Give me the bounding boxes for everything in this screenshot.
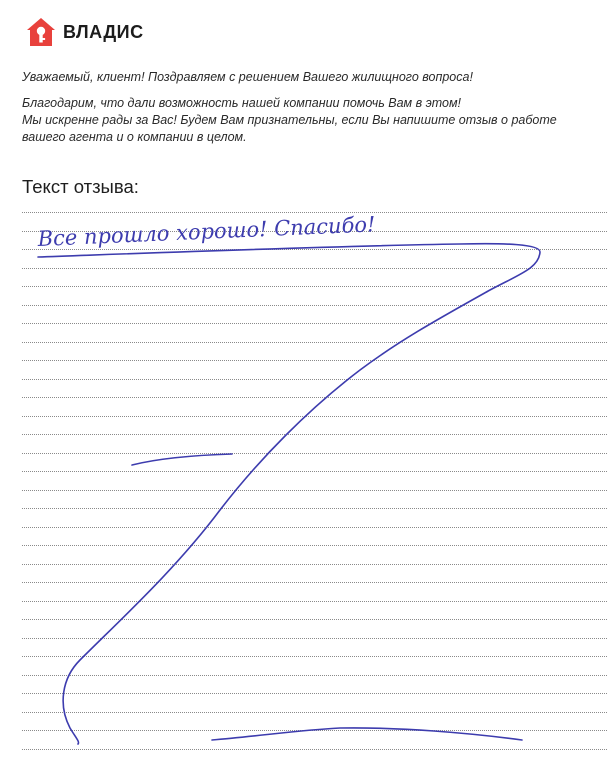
writing-line (22, 471, 607, 472)
writing-line (22, 619, 607, 620)
writing-line (22, 601, 607, 602)
intro-line-3: вашего агента и о компании в целом. (22, 130, 247, 144)
writing-line (22, 656, 607, 657)
brand-name: ВЛАДИС (63, 21, 144, 42)
writing-line (22, 286, 607, 287)
writing-line (22, 212, 607, 213)
writing-line (22, 675, 607, 676)
writing-line (22, 379, 607, 380)
writing-line (22, 693, 607, 694)
writing-line (22, 453, 607, 454)
writing-line (22, 527, 607, 528)
writing-line (22, 638, 607, 639)
writing-line (22, 545, 607, 546)
writing-line (22, 397, 607, 398)
writing-line (22, 712, 607, 713)
writing-line (22, 305, 607, 306)
writing-line (22, 434, 607, 435)
writing-line (22, 323, 607, 324)
writing-line (22, 231, 607, 232)
writing-line (22, 490, 607, 491)
writing-line (22, 564, 607, 565)
greeting-text: Уважаемый, клиент! Поздравляем с решением Вашего жилищного вопроса! (22, 70, 473, 84)
intro-line-2: Мы искренне рады за Вас! Будем Вам признательны, если Вы напишите отзыв о работе (22, 113, 557, 127)
writing-line (22, 749, 607, 750)
writing-line (22, 360, 607, 361)
intro-line-1: Благодарим, что дали возможность нашей компании помочь Вам в этом! (22, 96, 462, 110)
writing-line (22, 508, 607, 509)
writing-line (22, 249, 607, 250)
writing-line (22, 342, 607, 343)
handwritten-review-text: Все прошло хорошо! Спасибо! (37, 212, 376, 251)
writing-line (22, 582, 607, 583)
review-writing-lines (22, 0, 607, 768)
writing-line (22, 416, 607, 417)
review-title: Текст отзыва: (22, 176, 139, 197)
writing-line (22, 730, 607, 731)
writing-line (22, 268, 607, 269)
